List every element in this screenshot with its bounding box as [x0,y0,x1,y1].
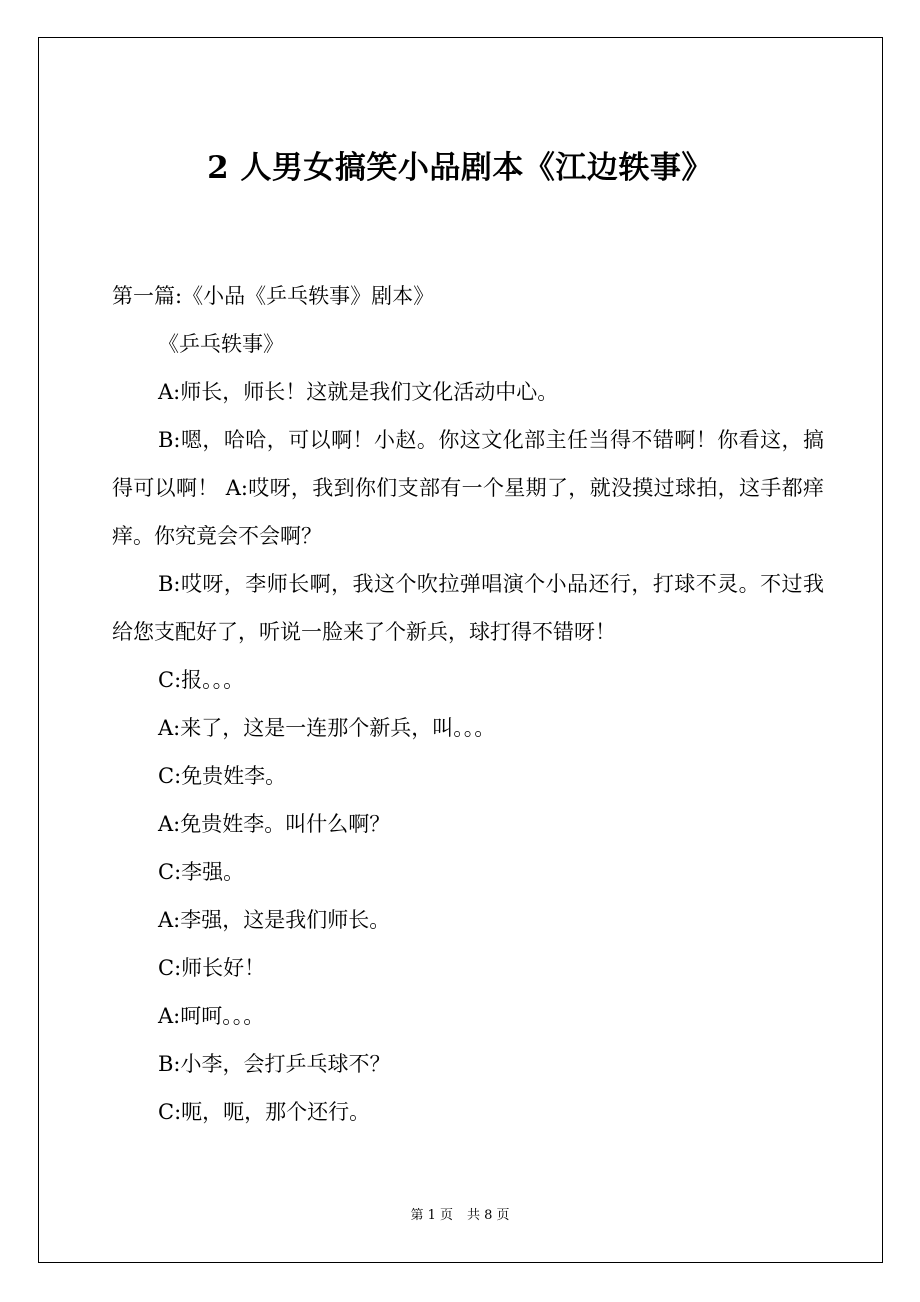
page-number: 第 1 页 [410,1208,453,1223]
paragraph: C:李强。 [158,860,245,884]
paragraph: A:来了，这是一连那个新兵，叫。。。 [158,716,496,740]
paragraph: A:师长，师长！这就是我们文化活动中心。 [158,380,559,404]
paragraph: A:免贵姓李。叫什么啊？ [158,812,391,836]
paragraph: A:呵呵。。。 [158,1004,265,1028]
paragraph: B:哎呀，李师长啊，我这个吹拉弹唱演个小品还行，打球不灵。不过我给您支配好了，听说一脸来了个新兵，球打得不错呀！ [112,572,824,644]
paragraph: A:李强，这是我们师长。 [158,908,391,932]
paragraph: C:报。。。 [158,668,245,692]
paragraph: 第一篇:《小品《乒乓轶事》剧本》 [112,284,435,308]
document-body [112,272,824,1136]
paragraph: B:嗯，哈哈，可以啊！小赵。你这文化部主任当得不错啊！你看这，搞得可以啊！ A:哎呀，我到你们支部有一个星期了，就没摸过球拍，这手都痒痒。你究竟会不会啊？ [112,428,824,548]
paragraph: C:师长好！ [158,956,266,980]
paragraph: C:呃，呃，那个还行。 [158,1100,371,1124]
page-footer [0,1206,920,1226]
paragraph: C:免贵姓李。 [158,764,287,788]
document-title: 2 人男女搞笑小品剧本《江边轶事》 [207,150,713,186]
page-total: 共 8 页 [467,1208,510,1223]
paragraph: 《乒乓轶事》 [158,332,284,356]
paragraph: B:小李，会打乒乓球不？ [158,1052,391,1076]
